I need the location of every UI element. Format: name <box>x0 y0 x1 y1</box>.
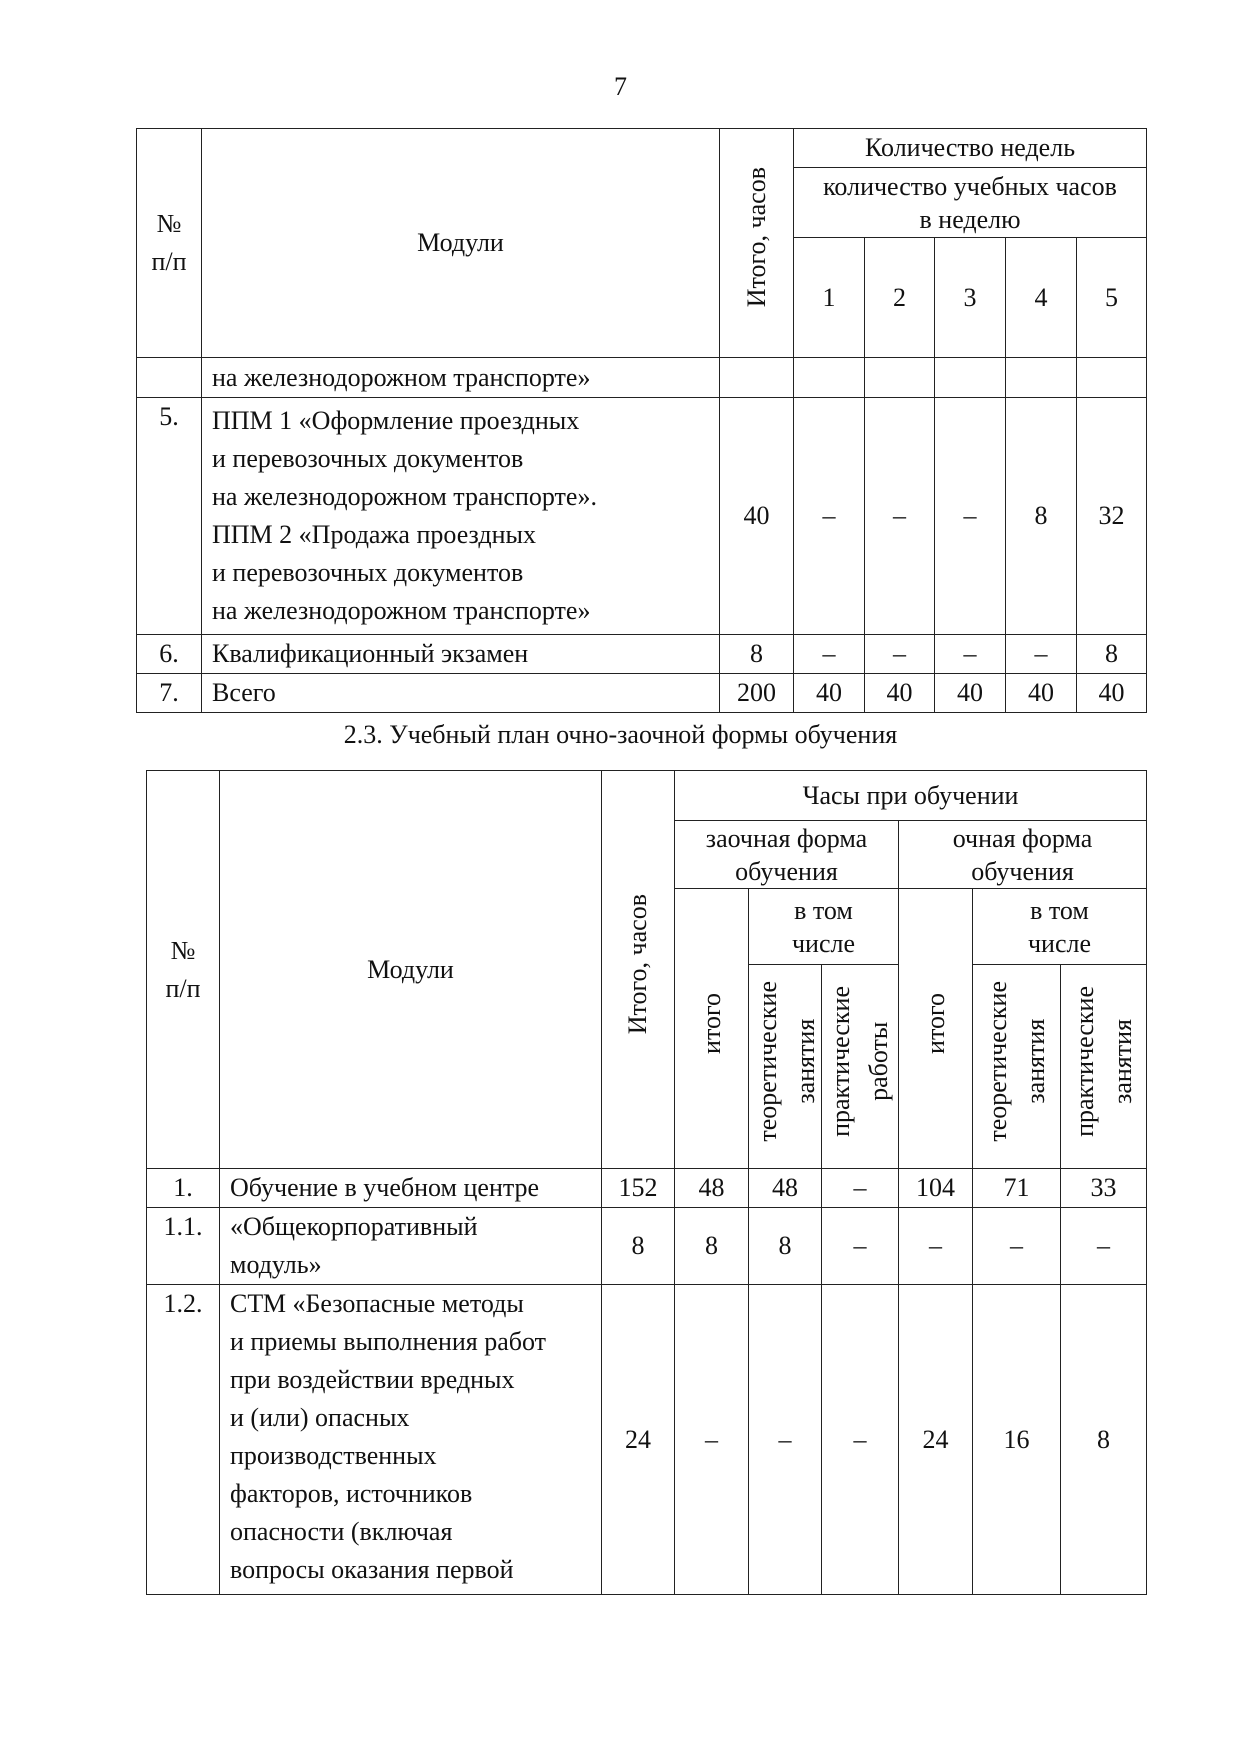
header-teor-2 <box>973 965 1061 1169</box>
row-total: 40 <box>720 398 794 635</box>
row-week-2: – <box>865 635 935 674</box>
row-cell: – <box>822 1208 899 1285</box>
header-v-tom-chisle-2: в том числе <box>973 889 1147 965</box>
row-num: 5. <box>137 398 202 635</box>
row-num: 6. <box>137 635 202 674</box>
table-row <box>147 1169 1147 1208</box>
row-num: 1.1. <box>147 1208 220 1285</box>
table-row <box>147 1208 1147 1285</box>
row-cell: 24 <box>602 1285 675 1595</box>
header-week-5: 5 <box>1077 238 1147 358</box>
row-num: 7. <box>137 674 202 713</box>
row-week-1: – <box>794 398 865 635</box>
row-week-3: – <box>935 635 1006 674</box>
header-total-text: Итого, часов <box>741 167 771 308</box>
row-cell: – <box>822 1169 899 1208</box>
header-v-tom-chisle-1: в том числе <box>749 889 899 965</box>
header-modules: Модули <box>220 771 602 1169</box>
row-total: 8 <box>720 635 794 674</box>
header-num: № п/п <box>147 771 220 1169</box>
header-itogo-1-text: итого <box>696 992 726 1054</box>
weekly-hours-table <box>136 128 1147 713</box>
row-cell: 33 <box>1061 1169 1147 1208</box>
header-teor-1-text: теоретические занятия <box>753 980 820 1142</box>
header-prakt-1 <box>822 965 899 1169</box>
row-week-1: – <box>794 635 865 674</box>
header-hours: Часы при обучении <box>675 771 1147 821</box>
row-num: 1. <box>147 1169 220 1208</box>
row-cell: – <box>973 1208 1061 1285</box>
row-total: 200 <box>720 674 794 713</box>
row-cell: 8 <box>602 1208 675 1285</box>
header-zaochnaya: заочная форма обучения <box>675 821 899 889</box>
row-week-3 <box>935 358 1006 398</box>
row-cell: 8 <box>675 1208 749 1285</box>
header-itogo-2-text: итого <box>920 992 950 1054</box>
row-cell: 48 <box>749 1169 822 1208</box>
table-row <box>147 1285 1147 1595</box>
row-week-5 <box>1077 358 1147 398</box>
row-cell: 16 <box>973 1285 1061 1595</box>
row-cell: 8 <box>1061 1285 1147 1595</box>
row-module: ППМ 1 «Оформление проездных и перевозочных документов на железнодорожном транспорте». ППМ 2 «Продажа проездных и перевозочных документов на железнодорожном транспорте» <box>202 398 720 635</box>
header-total-text: Итого, часов <box>623 893 652 1035</box>
section-caption: 2.3. Учебный план очно-заочной формы обучения <box>343 720 898 749</box>
row-cell: – <box>822 1285 899 1595</box>
header-itogo-2 <box>899 889 973 1169</box>
row-module: Обучение в учебном центре <box>220 1169 602 1208</box>
row-total <box>720 358 794 398</box>
row-cell: – <box>899 1208 973 1285</box>
row-week-3: – <box>935 398 1006 635</box>
row-week-2: – <box>865 398 935 635</box>
header-teor-2-text: теоретические занятия <box>982 980 1050 1142</box>
row-cell: 8 <box>749 1208 822 1285</box>
row-week-3: 40 <box>935 674 1006 713</box>
row-cell: 48 <box>675 1169 749 1208</box>
header-ochnaya: очная форма обучения <box>899 821 1147 889</box>
header-weeks: Количество недель <box>794 129 1147 168</box>
row-cell: – <box>749 1285 822 1595</box>
table-row <box>137 398 1147 635</box>
header-hours-per-week: количество учебных часов в неделю <box>794 168 1147 238</box>
row-week-1 <box>794 358 865 398</box>
header-prakt-2 <box>1061 965 1147 1169</box>
row-week-5: 32 <box>1077 398 1147 635</box>
row-cell: 24 <box>899 1285 973 1595</box>
header-itogo-1 <box>675 889 749 1169</box>
row-week-4: 40 <box>1006 674 1077 713</box>
row-week-4: – <box>1006 635 1077 674</box>
row-week-4 <box>1006 358 1077 398</box>
header-total <box>602 771 675 1169</box>
row-cell: 152 <box>602 1169 675 1208</box>
row-num <box>137 358 202 398</box>
header-week-2: 2 <box>865 238 935 358</box>
row-module: на железнодорожном транспорте» <box>202 358 720 398</box>
header-week-3: 3 <box>935 238 1006 358</box>
header-week-4: 4 <box>1006 238 1077 358</box>
row-cell: 104 <box>899 1169 973 1208</box>
header-num: № п/п <box>137 129 202 358</box>
row-module: СТМ «Безопасные методы и приемы выполнения работ при воздействии вредных и (или) опасных производственных факторов, источников опасности (включая вопросы оказания первой <box>220 1285 602 1595</box>
table-row <box>137 635 1147 674</box>
row-week-1: 40 <box>794 674 865 713</box>
study-plan-table <box>146 770 1147 1595</box>
header-teor-1 <box>749 965 822 1169</box>
row-cell: 71 <box>973 1169 1061 1208</box>
row-week-2 <box>865 358 935 398</box>
header-total <box>720 129 794 358</box>
row-module: Всего <box>202 674 720 713</box>
header-modules: Модули <box>202 129 720 358</box>
table-row <box>137 674 1147 713</box>
row-week-4: 8 <box>1006 398 1077 635</box>
header-prakt-2-text: практические занятия <box>1069 985 1137 1137</box>
row-module: Квалификационный экзамен <box>202 635 720 674</box>
row-num: 1.2. <box>147 1285 220 1595</box>
page-number: 7 <box>614 72 627 101</box>
row-cell: – <box>675 1285 749 1595</box>
header-week-1: 1 <box>794 238 865 358</box>
row-week-5: 8 <box>1077 635 1147 674</box>
row-week-5: 40 <box>1077 674 1147 713</box>
header-prakt-1-text: практические работы <box>826 985 893 1137</box>
row-module: «Общекорпоративный модуль» <box>220 1208 602 1285</box>
row-week-2: 40 <box>865 674 935 713</box>
table-row <box>137 358 1147 398</box>
row-cell: – <box>1061 1208 1147 1285</box>
